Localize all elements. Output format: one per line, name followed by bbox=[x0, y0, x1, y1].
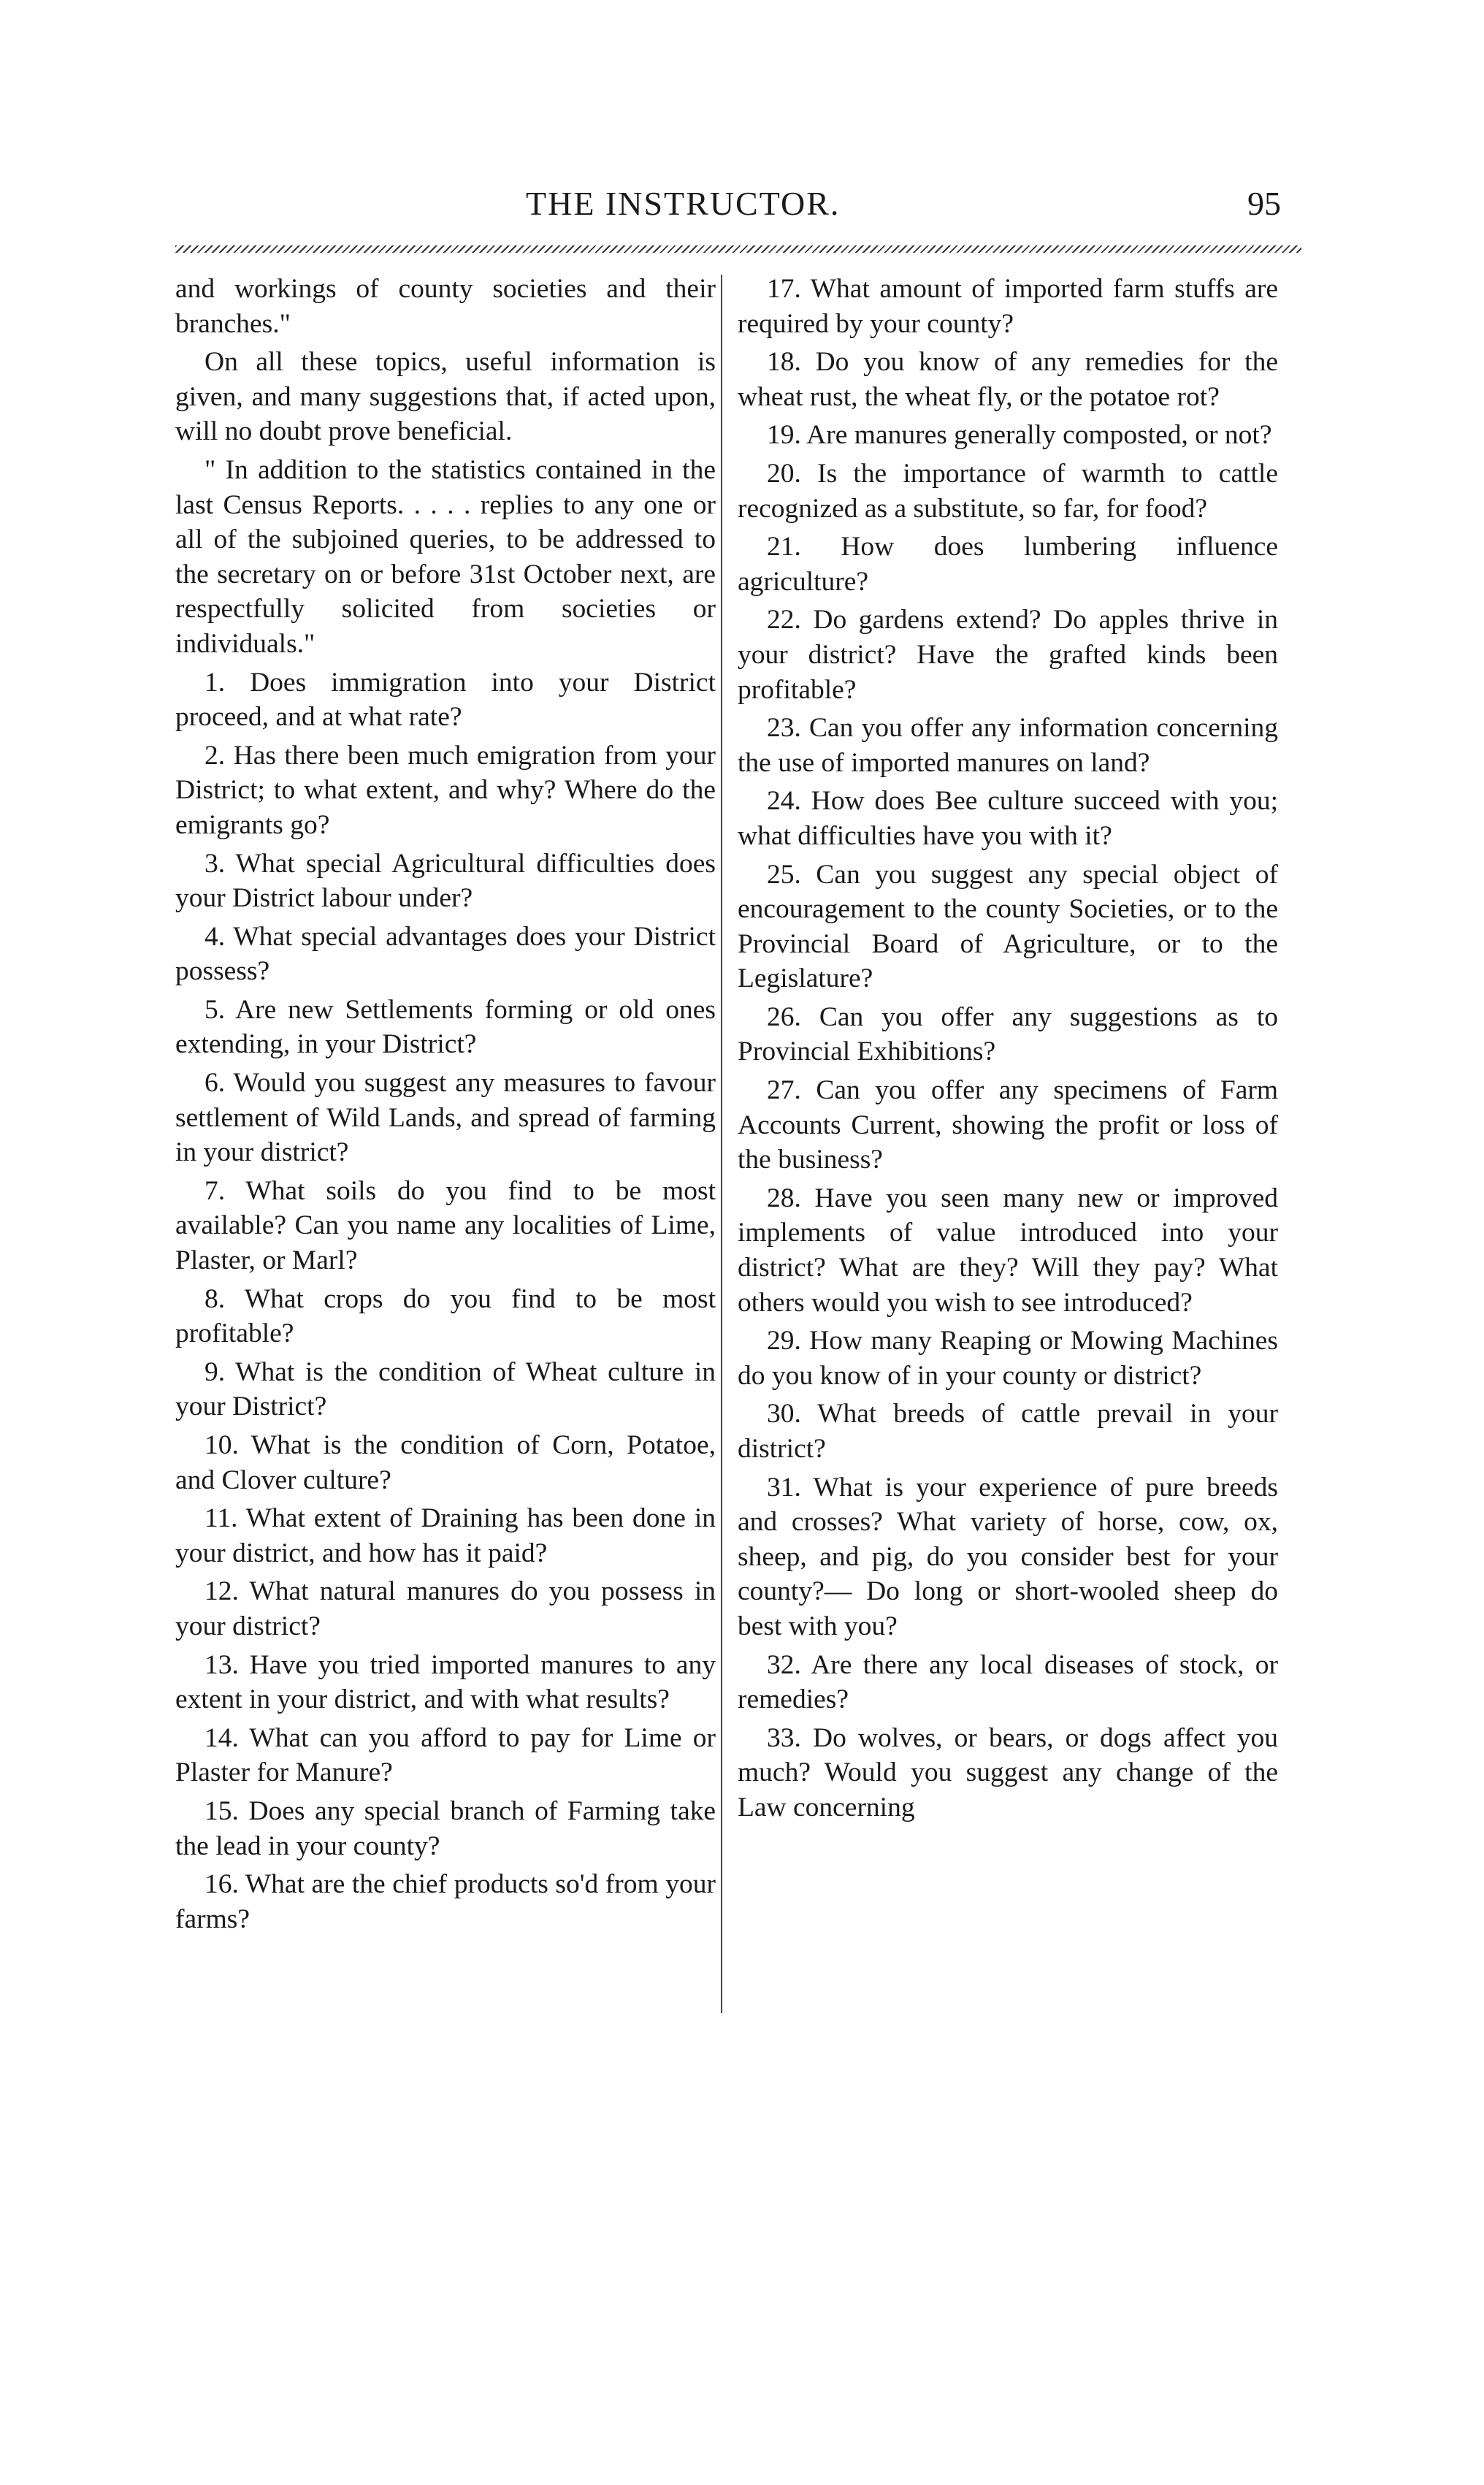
query-item: 21. How does lumbering influence agriculture? bbox=[738, 532, 1278, 597]
column-divider bbox=[721, 275, 722, 2013]
query-item: 9. What is the condition of Wheat culture in your District? bbox=[175, 1356, 716, 1422]
query-item: 6. Would you suggest any measures to favour settlement of Wild Lands, and spread of farming in your district? bbox=[175, 1068, 716, 1168]
query-item: 14. What can you afford to pay for Lime or Plaster for Manure? bbox=[175, 1722, 716, 1788]
query-item: 26. Can you offer any suggestions as to Provincial Exhibitions? bbox=[738, 1001, 1278, 1067]
query-item: 28. Have you seen many new or improved implements of value introduced into your district? What are they? Will they pay? What others would you wish to see introduced? bbox=[738, 1183, 1278, 1318]
query-item: 32. Are there any local diseases of stock, or remedies? bbox=[738, 1649, 1278, 1715]
header-rule bbox=[175, 245, 1301, 253]
page-number: 95 bbox=[1247, 185, 1281, 222]
query-item: 17. What amount of imported farm stuffs are required by your county? bbox=[738, 274, 1278, 339]
query-item: 16. What are the chief products so'd from your farms? bbox=[175, 1869, 716, 1934]
query-item: 12. What natural manures do you possess in your district? bbox=[175, 1576, 716, 1641]
query-item: 22. Do gardens extend? Do apples thrive in your district? Have the grafted kinds been profitable? bbox=[738, 605, 1278, 705]
query-item: 8. What crops do you find to be most profitable? bbox=[175, 1283, 716, 1349]
query-item: 4. What special advantages does your District possess? bbox=[175, 921, 716, 987]
query-item: 18. Do you know of any remedies for the wheat rust, the wheat fly, or the potatoe rot? bbox=[738, 347, 1278, 412]
query-item: 29. How many Reaping or Mowing Machines do you know of in your county or district? bbox=[738, 1326, 1278, 1391]
query-item: 13. Have you tried imported manures to any extent in your district, and with what results? bbox=[175, 1649, 716, 1715]
query-item: 31. What is your experience of pure breeds and crosses? What variety of horse, cow, ox, sheep, and pig, do you consider best for your county?— Do long or short-wooled sheep do best with you? bbox=[738, 1472, 1278, 1641]
query-item: 3. What special Agricultural difficulties does your District labour under? bbox=[175, 848, 716, 914]
query-item: 27. Can you offer any specimens of Farm Accounts Current, showing the profit or loss of the business? bbox=[738, 1075, 1278, 1175]
query-item: 15. Does any special branch of Farming take the lead in your county? bbox=[175, 1795, 716, 1861]
query-item: 20. Is the importance of warmth to cattle recognized as a substitute, so far, for food? bbox=[738, 458, 1278, 524]
running-title: THE INSTRUCTOR. bbox=[526, 185, 841, 222]
query-item: 30. What breeds of cattle prevail in your district? bbox=[738, 1399, 1278, 1464]
query-item: 19. Are manures generally composted, or not? bbox=[767, 420, 1272, 451]
query-item: 7. What soils do you find to be most available? Can you name any localities of Lime, Plaster, or Marl? bbox=[175, 1175, 716, 1276]
query-item: 33. Do wolves, or bears, or dogs affect you much? Would you suggest any change of the Law concerning bbox=[738, 1722, 1278, 1822]
paragraph: and workings of county societies and their branches." bbox=[175, 274, 716, 339]
query-item: 5. Are new Settlements forming or old ones extending, in your District? bbox=[175, 994, 716, 1060]
query-item: 10. What is the condition of Corn, Potatoe, and Clover culture? bbox=[175, 1430, 716, 1495]
query-item: 24. How does Bee culture succeed with you; what difficulties have you with it? bbox=[738, 786, 1278, 851]
query-item: 1. Does immigration into your District proceed, and at what rate? bbox=[175, 667, 716, 733]
query-item: 2. Has there been much emigration from your District; to what extent, and why? Where do the emigrants go? bbox=[175, 740, 716, 840]
query-item: 25. Can you suggest any special object of encouragement to the county Societies, or to the Provincial Board of Agriculture, or to the Legislature? bbox=[738, 859, 1278, 994]
left-column bbox=[175, 272, 716, 1940]
right-column bbox=[738, 272, 1278, 1829]
query-item: 23. Can you offer any information concerning the use of imported manures on land? bbox=[738, 713, 1278, 778]
query-item: 11. What extent of Draining has been done in your district, and how has it paid? bbox=[175, 1503, 716, 1568]
paragraph: " In addition to the statistics contained in the last Census Reports. . . . . replies to any one or all of the subjoined queries, to be addressed to the secretary on or before 31st October next, are respectfully solicited from societies or individuals." bbox=[175, 454, 716, 659]
paragraph: On all these topics, useful information is given, and many suggestions that, if acted upon, will no doubt prove beneficial. bbox=[175, 347, 716, 447]
